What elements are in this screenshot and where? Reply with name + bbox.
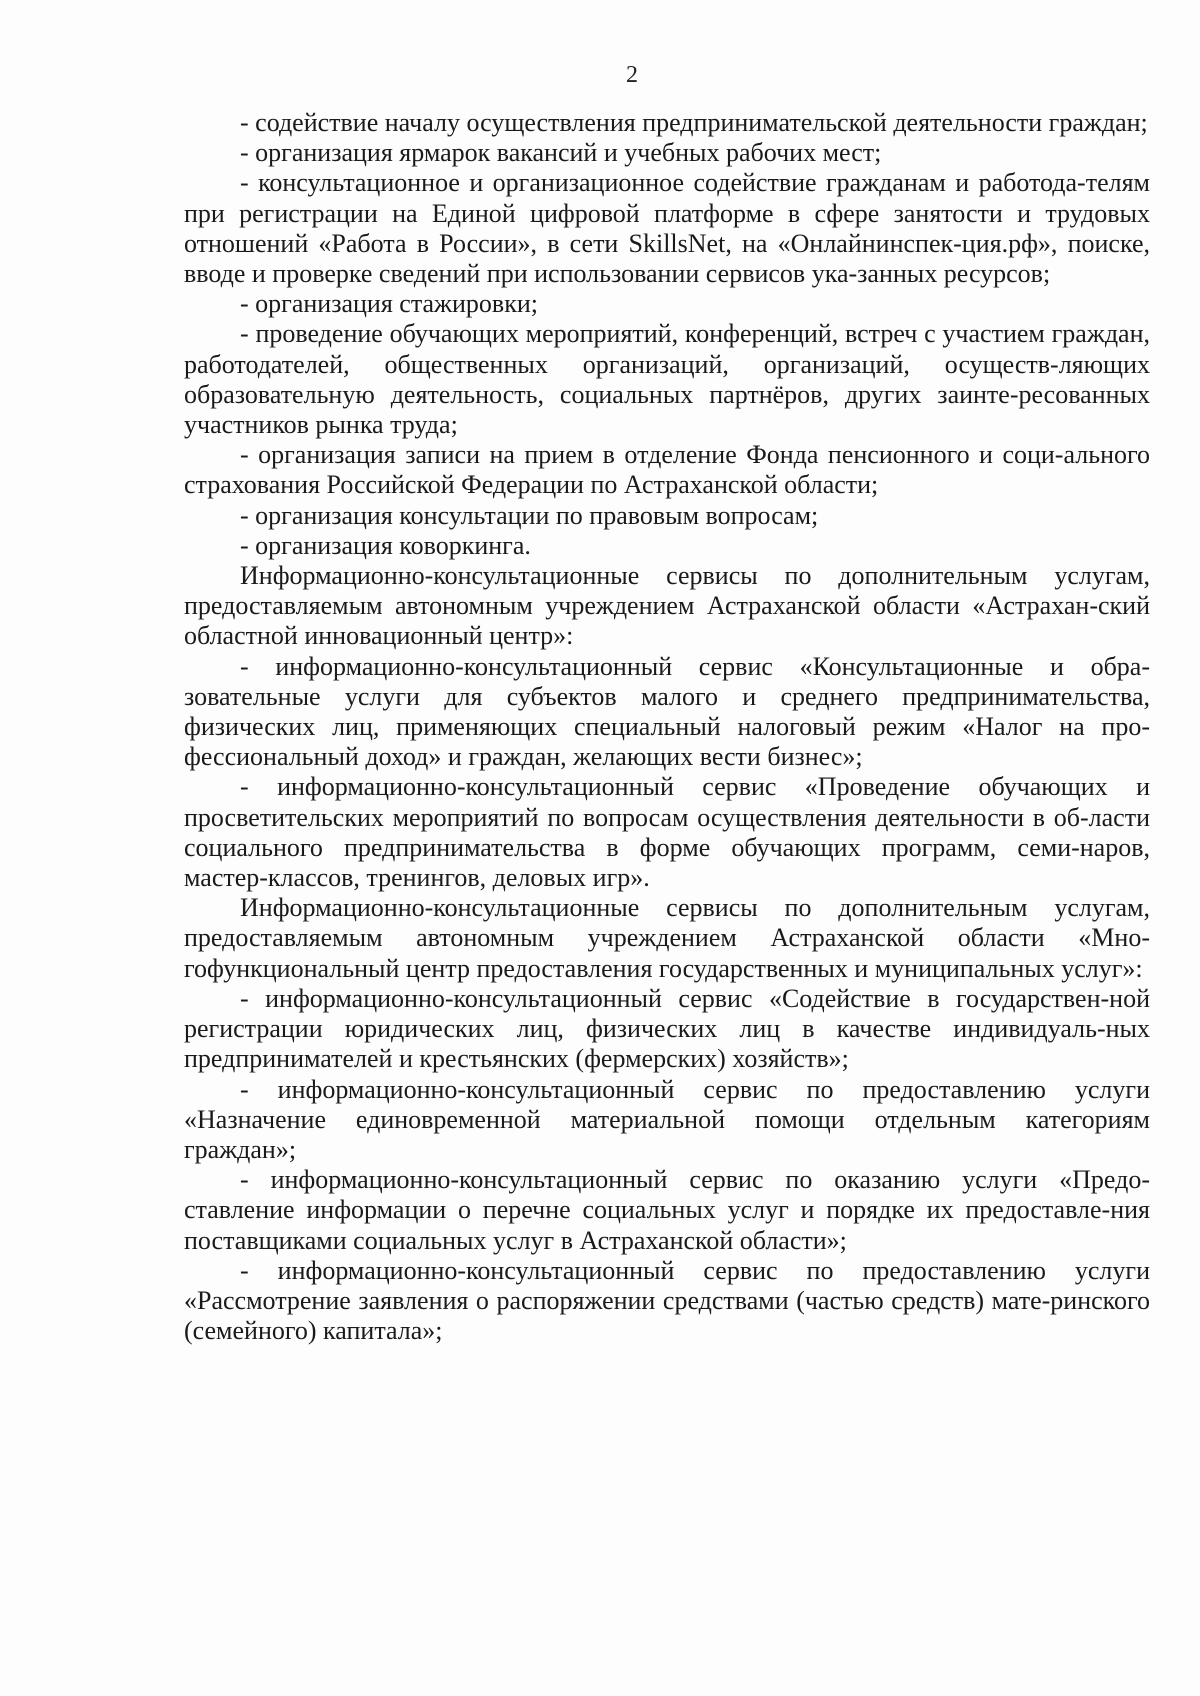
paragraph-8: - организация коворкинга. — [240, 530, 531, 560]
paragraph-2: - организация ярмарок вакансий и учебных рабочих мест; — [240, 138, 882, 168]
paragraph-10: - информационно-консультационный сервис «Консультационные и обра-зовательные услуги для субъектов малого и среднего предпринимательства, физических лиц, применяющих специальный налоговый режим «Налог на про-фессиональный доход» и граждан, желающих вести бизнес»; — [184, 651, 1150, 772]
page-number: 2 — [626, 62, 638, 88]
paragraph-1: - содействие началу осуществления предпринимательской деятельности граждан; — [240, 108, 1148, 137]
paragraph-13: - информационно-консультационный сервис «Содействие в государствен-ной регистрации юридических лиц, физических лиц в качестве индивидуаль-ных предпринимателей и крестьянских (фермерских) хозяйств»; — [184, 983, 1150, 1074]
paragraph-9: Информационно-консультационные сервисы по дополнительным услугам, предоставляемым автономным учреждением Астраханской области «Астрахан-ский областной инновационный центр»: — [184, 561, 1150, 651]
paragraph-7: - организация консультации по правовым вопросам; — [240, 500, 819, 530]
paragraph-12: Информационно-консультационные сервисы по дополнительным услугам, предоставляемым автономным учреждением Астраханской области «Мно-гофункциональный центр предоставления государственных и муниципальных услуг»: — [184, 893, 1150, 983]
paragraph-6: - организация записи на прием в отделение Фонда пенсионного и соци-ального страхования Российской Федерации по Астраханской области; — [184, 440, 1150, 500]
paragraph-5: - проведение обучающих мероприятий, конференций, встреч с участием граждан, работодателей, общественных организаций, организаций, осуществ-ляющих образовательную деятельность, социальных партнёров, других заинте-ресованных участников рынка труда; — [184, 319, 1150, 440]
paragraph-16: - информационно-консультационный сервис по предоставлению услуги «Рассмотрение заявления о распоряжении средствами (частью средств) мате-ринского (семейного) капитала»; — [184, 1255, 1150, 1346]
paragraph-14: - информационно-консультационный сервис по предоставлению услуги «Назначение единовременной материальной помощи отдельным категориям граждан»; — [184, 1074, 1150, 1164]
paragraph-15: - информационно-консультационный сервис по оказанию услуги «Предо-ставление информации о перечне социальных услуг и порядке их предоставле-ния поставщиками социальных услуг в Астраханской области»; — [184, 1165, 1150, 1255]
document-body — [184, 108, 1150, 1346]
paragraph-3: - консультационное и организационное содействие гражданам и работода-телям при регистрации на Единой цифровой платформе в сфере занятости и трудовых отношений «Работа в России», в сети SkillsNet, на «Онлайнинспек-ция.рф», поиске, вводе и проверке сведений при использовании сервисов ука-занных ресурсов; — [184, 168, 1150, 289]
paragraph-4: - организация стажировки; — [240, 289, 538, 319]
paragraph-11: - информационно-консультационный сервис «Проведение обучающих и просветительских мероприятий по вопросам осуществления деятельности в об-ласти социального предпринимательства в форме обучающих программ, семи-наров, мастер-классов, тренингов, деловых игр». — [184, 772, 1150, 893]
